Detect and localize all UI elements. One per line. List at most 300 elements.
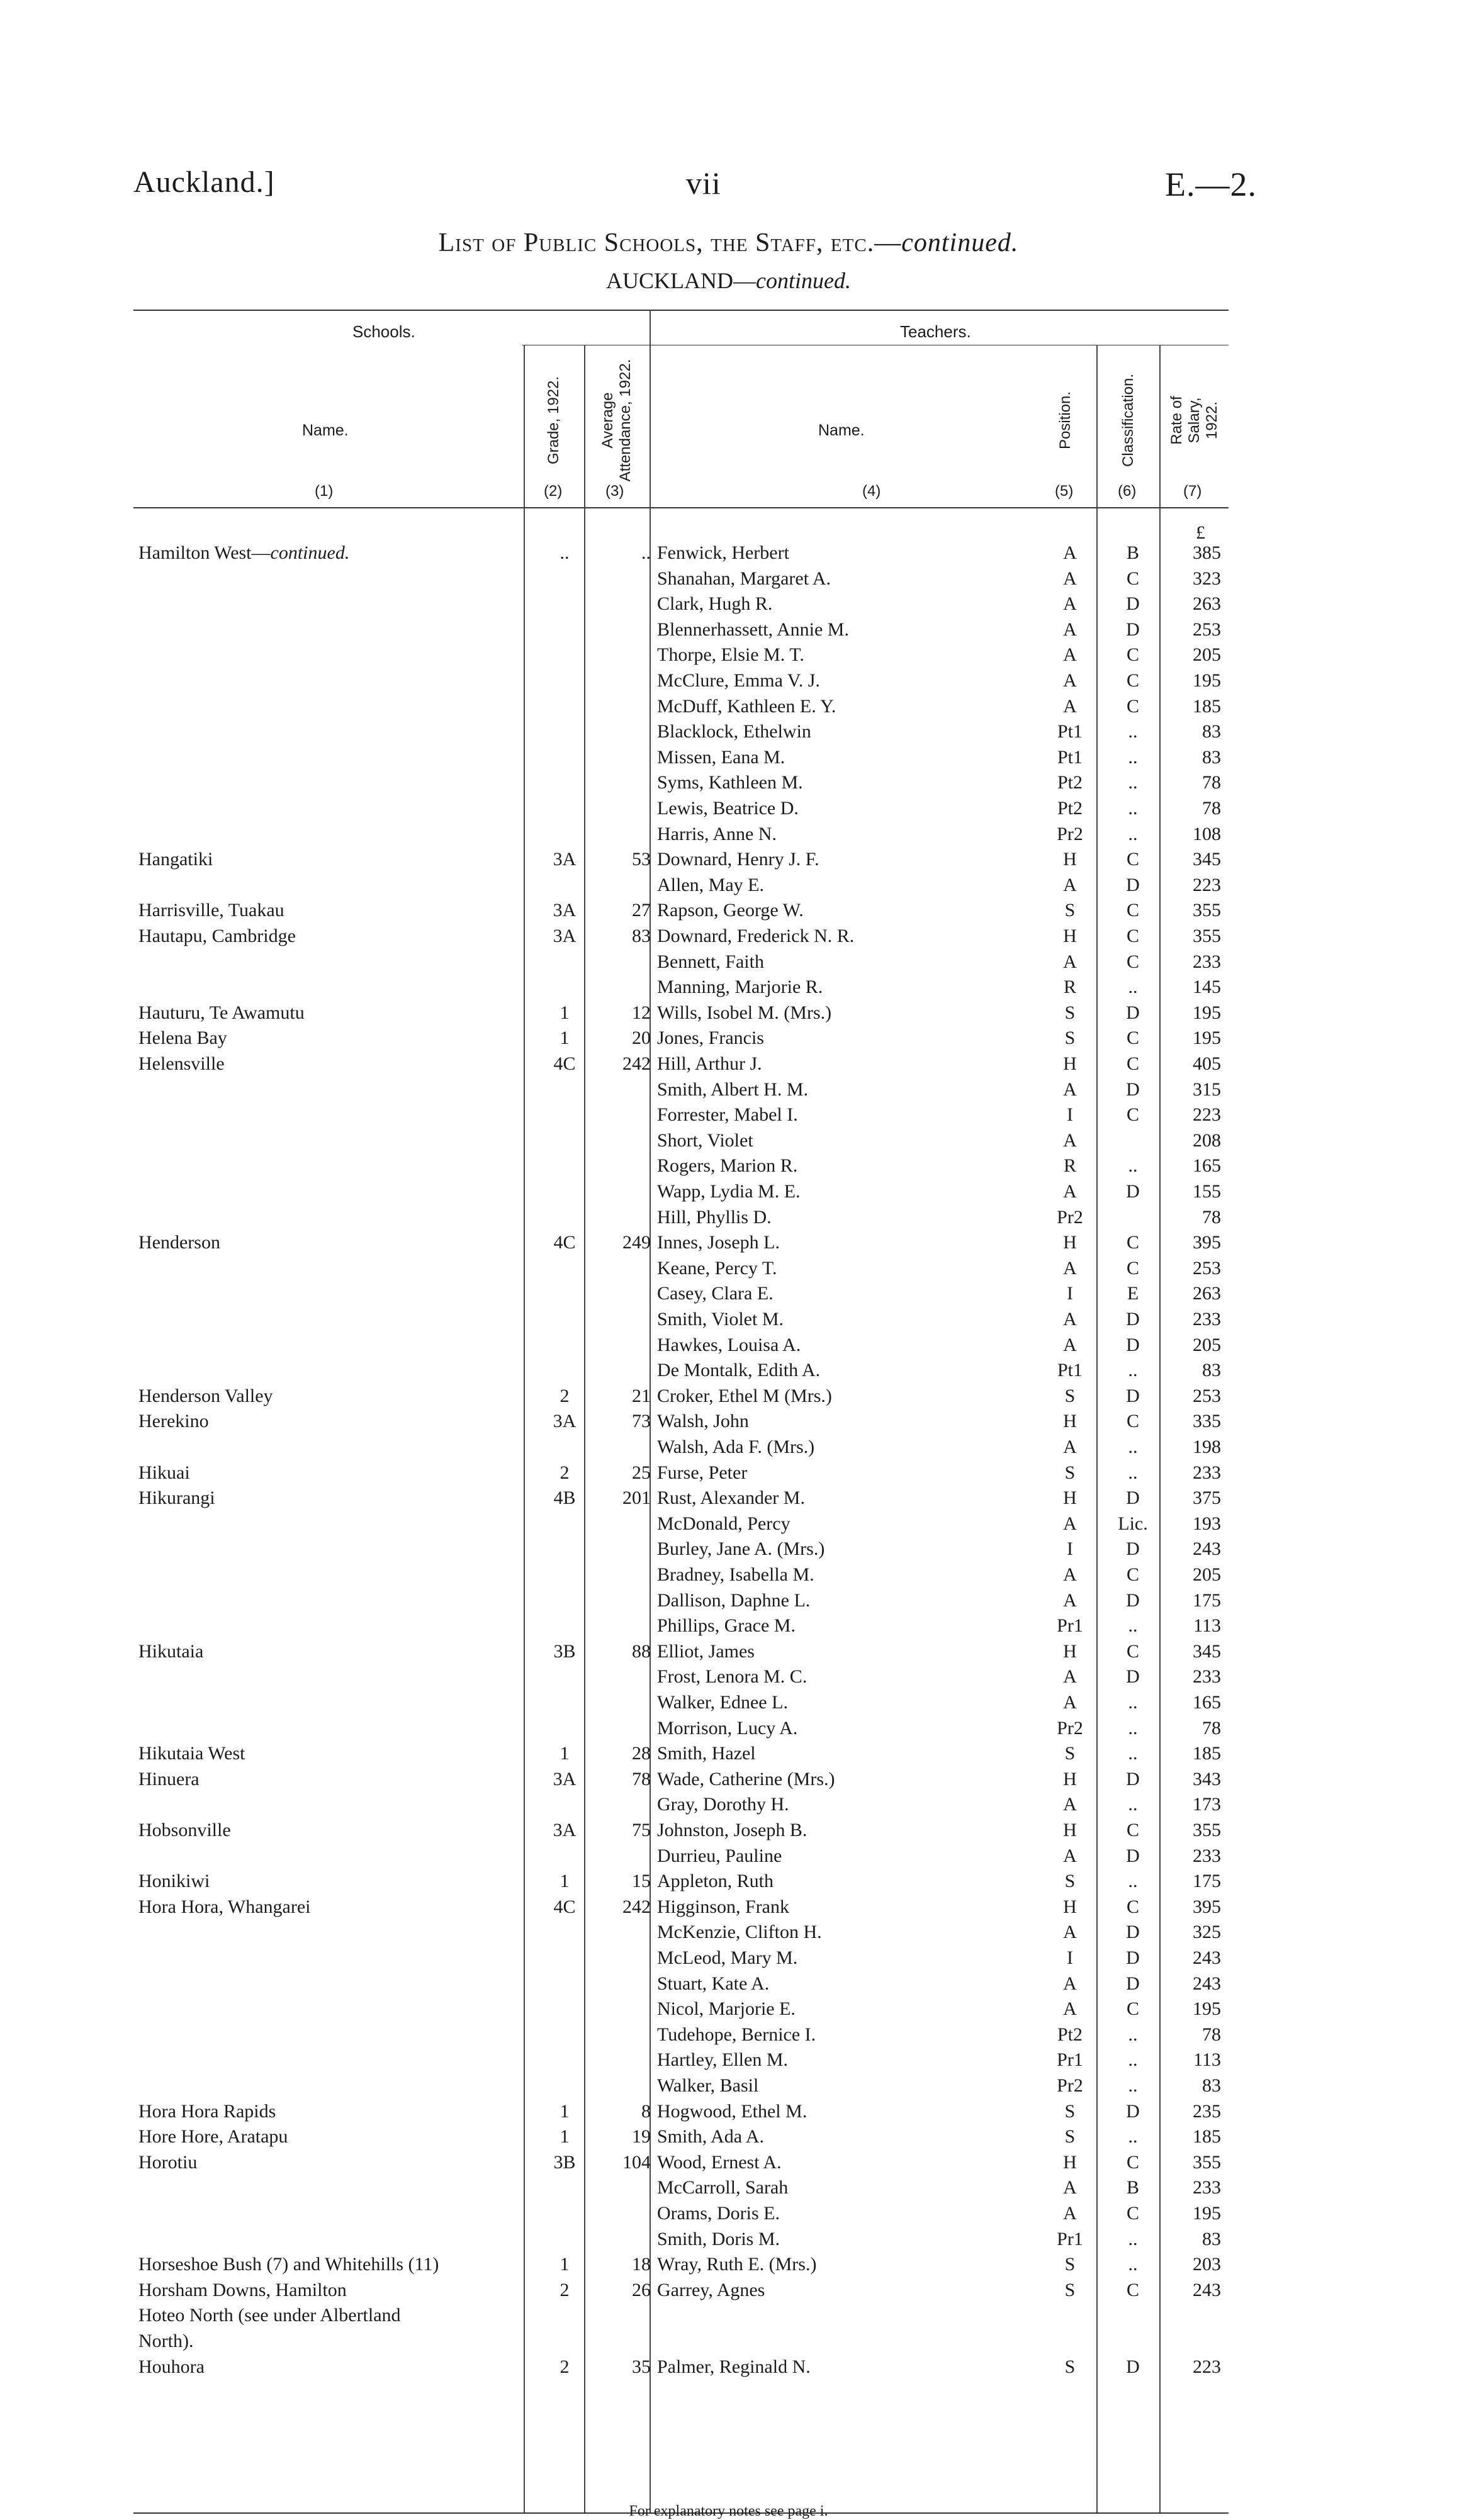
position-cell: Pr2 bbox=[1057, 824, 1083, 844]
classification-cell: .. bbox=[1128, 2024, 1138, 2045]
teacher-name-cell: Lewis, Beatrice D. bbox=[657, 798, 799, 819]
grade-cell: 4C bbox=[553, 1896, 576, 1917]
position-cell: H bbox=[1063, 1769, 1077, 1789]
salary-cell: 155 bbox=[1193, 1181, 1221, 1202]
position-cell: Pt2 bbox=[1057, 2024, 1083, 2045]
position-cell: A bbox=[1063, 1794, 1077, 1815]
salary-cell: 208 bbox=[1193, 1130, 1221, 1151]
table-row bbox=[0, 1692, 1457, 1713]
teacher-name-cell: Smith, Ada A. bbox=[657, 2126, 765, 2147]
salary-cell: 195 bbox=[1193, 2203, 1221, 2224]
position-cell: S bbox=[1064, 1386, 1076, 1406]
grade-cell: 3A bbox=[553, 849, 577, 870]
position-cell: Pr1 bbox=[1057, 1615, 1083, 1636]
table-row bbox=[0, 1002, 1457, 1024]
position-cell: A bbox=[1063, 2177, 1077, 2198]
attendance-cell: 20 bbox=[632, 1028, 651, 1048]
teacher-name-cell: Wood, Ernest A. bbox=[657, 2152, 782, 2173]
classification-cell: C bbox=[1126, 1820, 1139, 1840]
classification-cell: .. bbox=[1128, 1871, 1138, 1891]
classification-cell: D bbox=[1126, 1769, 1140, 1789]
position-cell: A bbox=[1063, 619, 1077, 640]
school-name-cell: Hikutaia bbox=[138, 1641, 204, 1662]
teacher-name-cell: Walsh, Ada F. (Mrs.) bbox=[657, 1436, 815, 1457]
salary-cell: 243 bbox=[1193, 1973, 1221, 1994]
salary-cell: 205 bbox=[1193, 644, 1221, 665]
classification-cell: B bbox=[1126, 2177, 1139, 2198]
position-cell: H bbox=[1063, 1820, 1077, 1840]
attendance-cell: 12 bbox=[632, 1002, 651, 1023]
position-cell: H bbox=[1063, 1232, 1077, 1253]
classification-cell: C bbox=[1126, 1641, 1139, 1662]
position-cell: A bbox=[1063, 696, 1077, 717]
grade-cell: .. bbox=[560, 542, 570, 563]
salary-cell: 233 bbox=[1193, 2177, 1221, 2198]
salary-cell: 175 bbox=[1193, 1590, 1221, 1611]
teacher-name-cell: Nicol, Marjorie E. bbox=[657, 1998, 796, 2019]
table-row bbox=[0, 1666, 1457, 1688]
position-cell: Pr2 bbox=[1057, 1718, 1083, 1739]
teacher-name-cell: Jones, Francis bbox=[657, 1028, 764, 1048]
salary-cell: 345 bbox=[1193, 849, 1221, 870]
classification-cell: .. bbox=[1128, 798, 1138, 819]
school-name-cell: North). bbox=[138, 2331, 194, 2351]
classification-cell: D bbox=[1126, 2356, 1140, 2377]
teacher-name-cell: Hill, Phyllis D. bbox=[657, 1207, 772, 1228]
classification-cell: D bbox=[1126, 1590, 1140, 1611]
position-cell: S bbox=[1064, 2101, 1076, 2122]
classification-cell: D bbox=[1126, 1335, 1140, 1355]
classification-cell: C bbox=[1126, 696, 1139, 717]
salary-cell: 78 bbox=[1202, 2024, 1221, 2045]
salary-cell: 83 bbox=[1202, 1360, 1221, 1380]
teacher-name-cell: Rust, Alexander M. bbox=[657, 1487, 805, 1508]
classification-cell: D bbox=[1126, 1947, 1140, 1968]
grade-cell: 4C bbox=[553, 1232, 576, 1253]
position-cell: A bbox=[1063, 2203, 1077, 2224]
position-cell: A bbox=[1063, 1079, 1077, 1100]
teacher-name-cell: Appleton, Ruth bbox=[657, 1871, 774, 1891]
classification-cell: D bbox=[1126, 593, 1140, 614]
table-row bbox=[0, 2203, 1457, 2224]
position-cell: I bbox=[1067, 1538, 1073, 1559]
teacher-name-cell: Bradney, Isabella M. bbox=[657, 1564, 814, 1585]
position-cell: A bbox=[1063, 670, 1077, 691]
attendance-cell: 249 bbox=[622, 1232, 651, 1253]
position-cell: A bbox=[1063, 875, 1077, 895]
table-row bbox=[0, 619, 1457, 641]
table-row bbox=[0, 1871, 1457, 1892]
table-row bbox=[0, 1360, 1457, 1381]
teacher-name-cell: Rapson, George W. bbox=[657, 900, 804, 921]
position-cell: A bbox=[1063, 1335, 1077, 1355]
table-row bbox=[0, 849, 1457, 870]
salary-cell: 195 bbox=[1193, 1998, 1221, 2019]
position-cell: Pr1 bbox=[1057, 2229, 1083, 2249]
position-cell: Pr2 bbox=[1057, 2075, 1083, 2096]
table-row bbox=[0, 2356, 1457, 2378]
attendance-cell: 242 bbox=[622, 1053, 651, 1074]
table-row bbox=[0, 1462, 1457, 1484]
table-row bbox=[0, 1820, 1457, 1841]
school-name-cell: Honikiwi bbox=[138, 1871, 210, 1891]
table-row bbox=[0, 593, 1457, 615]
school-name-cell: Henderson Valley bbox=[138, 1386, 273, 1406]
report-code: E.—2. bbox=[1165, 165, 1257, 203]
table-row bbox=[0, 1743, 1457, 1764]
position-cell: A bbox=[1063, 1845, 1077, 1866]
position-cell: H bbox=[1063, 1641, 1077, 1662]
classification-cell: .. bbox=[1128, 1794, 1138, 1815]
table-row bbox=[0, 2331, 1457, 2352]
salary-cell: 343 bbox=[1193, 1769, 1221, 1789]
school-name-cell: Hikuai bbox=[138, 1462, 190, 1483]
table-row bbox=[0, 2229, 1457, 2250]
teacher-name-cell: Short, Violet bbox=[657, 1130, 753, 1151]
classification-cell: C bbox=[1126, 568, 1139, 589]
classification-cell: .. bbox=[1128, 977, 1138, 997]
position-cell: A bbox=[1063, 568, 1077, 589]
classification-cell: D bbox=[1126, 1845, 1140, 1866]
classification-cell: C bbox=[1126, 2203, 1139, 2224]
attendance-cell: 78 bbox=[632, 1769, 651, 1789]
position-cell: A bbox=[1063, 542, 1077, 563]
footnote: For explanatory notes see page i. bbox=[629, 2503, 828, 2519]
table-row bbox=[0, 875, 1457, 896]
attendance-cell: 201 bbox=[622, 1487, 651, 1508]
grade-cell: 3A bbox=[553, 900, 577, 921]
classification-cell: C bbox=[1126, 2280, 1139, 2300]
school-name-cell: Hikutaia West bbox=[138, 1743, 245, 1764]
position-cell: A bbox=[1063, 1692, 1077, 1713]
classification-cell: .. bbox=[1128, 1436, 1138, 1457]
salary-cell: 253 bbox=[1193, 1386, 1221, 1406]
teacher-name-cell: Higginson, Frank bbox=[657, 1896, 789, 1917]
classification-cell: .. bbox=[1128, 1462, 1138, 1483]
teacher-name-cell: Rogers, Marion R. bbox=[657, 1155, 798, 1176]
classification-cell: .. bbox=[1128, 1743, 1138, 1764]
teacher-name-cell: Gray, Dorothy H. bbox=[657, 1794, 789, 1815]
grade-cell: 3B bbox=[553, 1641, 576, 1662]
classification-cell: .. bbox=[1128, 1155, 1138, 1176]
table-row bbox=[0, 798, 1457, 819]
table-row bbox=[0, 951, 1457, 973]
school-name-cell: Horotiu bbox=[138, 2152, 198, 2173]
table-row bbox=[0, 1130, 1457, 1151]
teacher-name-cell: Tudehope, Bernice I. bbox=[657, 2024, 816, 2045]
title-italic: continued. bbox=[901, 228, 1019, 257]
classification-cell: .. bbox=[1128, 1718, 1138, 1739]
teacher-name-cell: Harris, Anne N. bbox=[657, 824, 777, 844]
classification-cell: .. bbox=[1128, 2075, 1138, 2096]
teacher-name-cell: Allen, May E. bbox=[657, 875, 764, 895]
teacher-name-cell: Durrieu, Pauline bbox=[657, 1845, 782, 1866]
column-number-5: (5) bbox=[1055, 483, 1074, 500]
salary-cell: 355 bbox=[1193, 2152, 1221, 2173]
classification-cell: D bbox=[1126, 1002, 1140, 1023]
column-number-3: (3) bbox=[605, 483, 624, 500]
teacher-name-cell: Burley, Jane A. (Mrs.) bbox=[657, 1538, 825, 1559]
teacher-name-cell: Smith, Violet M. bbox=[657, 1309, 784, 1330]
table-row bbox=[0, 2177, 1457, 2198]
table-row bbox=[0, 926, 1457, 947]
classification-cell: .. bbox=[1128, 1360, 1138, 1380]
classification-cell: C bbox=[1126, 644, 1139, 665]
position-cell: H bbox=[1063, 1411, 1077, 1431]
grade-cell: 1 bbox=[560, 1028, 570, 1048]
column-number-1: (1) bbox=[315, 483, 334, 500]
grade-cell: 3A bbox=[553, 1820, 577, 1840]
position-cell: S bbox=[1064, 2280, 1076, 2300]
classification-cell: D bbox=[1126, 1666, 1140, 1687]
salary-cell: 113 bbox=[1193, 2049, 1221, 2070]
column-heading-teacher-name: Name. bbox=[818, 422, 865, 439]
attendance-cell: 242 bbox=[622, 1896, 651, 1917]
teacher-name-cell: Frost, Lenora M. C. bbox=[657, 1666, 807, 1687]
group-heading-teachers: Teachers. bbox=[900, 322, 971, 341]
position-cell: A bbox=[1063, 951, 1077, 972]
position-cell: A bbox=[1063, 1513, 1077, 1534]
teacher-name-cell: Phillips, Grace M. bbox=[657, 1615, 796, 1636]
column-heading-position: Position. bbox=[1057, 391, 1074, 450]
teacher-name-cell: McDuff, Kathleen E. Y. bbox=[657, 696, 836, 717]
position-cell: R bbox=[1063, 977, 1076, 997]
position-cell: Pt1 bbox=[1057, 1360, 1083, 1380]
attendance-cell: 21 bbox=[632, 1386, 651, 1406]
attendance-cell: 27 bbox=[632, 900, 651, 921]
attendance-cell: 8 bbox=[641, 2101, 651, 2122]
salary-cell: 205 bbox=[1193, 1564, 1221, 1585]
position-cell: A bbox=[1063, 1922, 1077, 1942]
salary-cell: 253 bbox=[1193, 1258, 1221, 1279]
position-cell: A bbox=[1063, 1436, 1077, 1457]
school-name-cell: Hangatiki bbox=[138, 849, 213, 870]
table-row bbox=[0, 1386, 1457, 1407]
header-region: Auckland.] bbox=[133, 165, 275, 199]
school-name-italic: continued. bbox=[270, 542, 350, 563]
classification-cell: C bbox=[1126, 900, 1139, 921]
grade-cell: 4B bbox=[553, 1487, 576, 1508]
grade-cell: 1 bbox=[560, 2126, 570, 2147]
salary-cell: 233 bbox=[1193, 1309, 1221, 1330]
teacher-name-cell: McDonald, Percy bbox=[657, 1513, 790, 1534]
classification-cell: C bbox=[1126, 1411, 1139, 1431]
school-name-cell: Houhora bbox=[138, 2356, 205, 2377]
grade-cell: 3B bbox=[553, 2152, 576, 2173]
school-name-cell: Hinuera bbox=[138, 1769, 200, 1789]
position-cell: S bbox=[1064, 1028, 1076, 1048]
salary-cell: 185 bbox=[1193, 696, 1221, 717]
salary-cell: 145 bbox=[1193, 977, 1221, 997]
position-cell: H bbox=[1063, 1896, 1077, 1917]
table-row bbox=[0, 1718, 1457, 1739]
position-cell: S bbox=[1064, 2356, 1076, 2377]
teacher-name-cell: Casey, Clara E. bbox=[657, 1283, 774, 1304]
teacher-name-cell: Hill, Arthur J. bbox=[657, 1053, 762, 1074]
classification-cell: C bbox=[1126, 1896, 1139, 1917]
table-row bbox=[0, 1181, 1457, 1202]
teacher-name-cell: Hawkes, Louisa A. bbox=[657, 1335, 801, 1355]
position-cell: A bbox=[1063, 1181, 1077, 1202]
teacher-name-cell: Smith, Doris M. bbox=[657, 2229, 780, 2249]
position-cell: S bbox=[1064, 1002, 1076, 1023]
position-cell: S bbox=[1064, 1871, 1076, 1891]
position-cell: Pt2 bbox=[1057, 798, 1083, 819]
classification-cell: C bbox=[1126, 951, 1139, 972]
position-cell: A bbox=[1063, 1564, 1077, 1585]
grade-cell: 2 bbox=[560, 1386, 570, 1406]
table-row bbox=[0, 772, 1457, 793]
position-cell: H bbox=[1063, 1053, 1077, 1074]
table-row bbox=[0, 568, 1457, 590]
teacher-name-cell: Elliot, James bbox=[657, 1641, 755, 1662]
column-heading-salary: Rate of Salary, 1922. bbox=[1168, 396, 1220, 445]
attendance-cell: 35 bbox=[632, 2356, 651, 2377]
classification-cell: D bbox=[1126, 1386, 1140, 1406]
table-row bbox=[0, 1207, 1457, 1228]
school-name-cell: Henderson bbox=[138, 1232, 220, 1253]
table-row bbox=[0, 1436, 1457, 1458]
school-name-cell: Horsham Downs, Hamilton bbox=[138, 2280, 347, 2300]
grade-cell: 1 bbox=[560, 2101, 570, 2122]
attendance-cell: 104 bbox=[622, 2152, 651, 2173]
salary-cell: 83 bbox=[1202, 747, 1221, 768]
page-number: vii bbox=[686, 165, 721, 201]
classification-cell: D bbox=[1126, 875, 1140, 895]
classification-cell: Lic. bbox=[1118, 1513, 1148, 1534]
table-row bbox=[0, 1998, 1457, 2020]
position-cell: A bbox=[1063, 1258, 1077, 1279]
table-row bbox=[0, 977, 1457, 998]
salary-cell: 345 bbox=[1193, 1641, 1221, 1662]
table-row bbox=[0, 1411, 1457, 1432]
salary-cell: 223 bbox=[1193, 2356, 1221, 2377]
school-name-cell: Hobsonville bbox=[138, 1820, 231, 1840]
table-row bbox=[0, 1258, 1457, 1279]
teacher-name-cell: Fenwick, Herbert bbox=[657, 542, 789, 563]
classification-cell: D bbox=[1126, 2101, 1140, 2122]
table-row bbox=[0, 1896, 1457, 1918]
classification-cell: C bbox=[1126, 1232, 1139, 1253]
salary-cell: 233 bbox=[1193, 1462, 1221, 1483]
table-row bbox=[0, 1769, 1457, 1790]
attendance-cell: 26 bbox=[632, 2280, 651, 2300]
grade-cell: 3A bbox=[553, 1411, 577, 1431]
classification-cell: D bbox=[1126, 1079, 1140, 1100]
grade-cell: 3A bbox=[553, 1769, 577, 1789]
classification-cell: C bbox=[1126, 1564, 1139, 1585]
salary-cell: 253 bbox=[1193, 619, 1221, 640]
grade-cell: 4C bbox=[553, 1053, 576, 1074]
teacher-name-cell: Forrester, Mabel I. bbox=[657, 1104, 798, 1125]
teacher-name-cell: McKenzie, Clifton H. bbox=[657, 1922, 822, 1942]
position-cell: Pt1 bbox=[1057, 721, 1083, 742]
teacher-name-cell: Downard, Frederick N. R. bbox=[657, 926, 855, 946]
school-name-cell: Hamilton West—continued. bbox=[138, 542, 350, 563]
salary-cell: 263 bbox=[1193, 593, 1221, 614]
salary-cell: 325 bbox=[1193, 1922, 1221, 1942]
school-name-cell: Hauturu, Te Awamutu bbox=[138, 1002, 305, 1023]
table-row bbox=[0, 644, 1457, 666]
teacher-name-cell: Walker, Basil bbox=[657, 2075, 759, 2096]
teacher-name-cell: Hartley, Ellen M. bbox=[657, 2049, 788, 2070]
table-row bbox=[0, 721, 1457, 742]
school-name-cell: Hore Hore, Aratapu bbox=[138, 2126, 288, 2147]
salary-cell: 355 bbox=[1193, 926, 1221, 946]
salary-cell: 233 bbox=[1193, 1666, 1221, 1687]
classification-cell: .. bbox=[1128, 772, 1138, 793]
salary-cell: 395 bbox=[1193, 1896, 1221, 1917]
classification-cell: D bbox=[1126, 1973, 1140, 1994]
school-name-cell: Hoteo North (see under Albertland bbox=[138, 2305, 401, 2326]
table-row bbox=[0, 1845, 1457, 1867]
table-row bbox=[0, 1079, 1457, 1100]
classification-cell: C bbox=[1126, 2152, 1139, 2173]
table-row bbox=[0, 2075, 1457, 2097]
classification-cell: C bbox=[1126, 926, 1139, 946]
classification-cell: C bbox=[1126, 1104, 1139, 1125]
teacher-name-cell: Wapp, Lydia M. E. bbox=[657, 1181, 801, 1202]
teacher-name-cell: Orams, Doris E. bbox=[657, 2203, 780, 2224]
attendance-cell: 19 bbox=[632, 2126, 651, 2147]
salary-cell: 193 bbox=[1193, 1513, 1221, 1534]
table-row bbox=[0, 2254, 1457, 2275]
table-row bbox=[0, 696, 1457, 717]
table-row bbox=[0, 2305, 1457, 2326]
position-cell: Pr2 bbox=[1057, 1207, 1083, 1228]
column-heading-classification: Classification. bbox=[1120, 373, 1137, 468]
teacher-name-cell: Smith, Albert H. M. bbox=[657, 1079, 809, 1100]
salary-cell: 395 bbox=[1193, 1232, 1221, 1253]
table-row bbox=[0, 2152, 1457, 2173]
position-cell: A bbox=[1063, 1666, 1077, 1687]
salary-cell: 243 bbox=[1193, 1538, 1221, 1559]
table-row bbox=[0, 670, 1457, 692]
table-row bbox=[0, 2024, 1457, 2046]
teacher-name-cell: Croker, Ethel M (Mrs.) bbox=[657, 1386, 832, 1406]
position-cell: I bbox=[1067, 1947, 1073, 1968]
school-name-cell: Herekino bbox=[138, 1411, 209, 1431]
position-cell: H bbox=[1063, 2152, 1077, 2173]
salary-cell: 108 bbox=[1193, 824, 1221, 844]
school-name-cell: Helensville bbox=[138, 1053, 225, 1074]
table-row bbox=[0, 1564, 1457, 1586]
salary-cell: 233 bbox=[1193, 1845, 1221, 1866]
attendance-cell: 88 bbox=[632, 1641, 651, 1662]
position-cell: R bbox=[1063, 1155, 1076, 1176]
column-heading-attendance: Average Attendance, 1922. bbox=[599, 359, 634, 482]
grade-cell: 1 bbox=[560, 1871, 570, 1891]
teacher-name-cell: Palmer, Reginald N. bbox=[657, 2356, 811, 2377]
table-row bbox=[0, 1590, 1457, 1611]
position-cell: S bbox=[1064, 900, 1076, 921]
table-row bbox=[0, 1053, 1457, 1075]
title-main: List of Public Schools, the Staff, etc.— bbox=[438, 228, 902, 257]
classification-cell: D bbox=[1126, 619, 1140, 640]
position-cell: A bbox=[1063, 593, 1077, 614]
table-row bbox=[0, 1335, 1457, 1356]
teacher-name-cell: Downard, Henry J. F. bbox=[657, 849, 819, 870]
classification-cell: C bbox=[1126, 1028, 1139, 1048]
table-row bbox=[0, 1615, 1457, 1637]
position-cell: I bbox=[1067, 1283, 1073, 1304]
salary-cell: 195 bbox=[1193, 1028, 1221, 1048]
classification-cell: .. bbox=[1128, 1615, 1138, 1636]
position-cell: S bbox=[1064, 1462, 1076, 1483]
teacher-name-cell: Furse, Peter bbox=[657, 1462, 748, 1483]
table-row bbox=[0, 1487, 1457, 1509]
position-cell: A bbox=[1063, 1973, 1077, 1994]
